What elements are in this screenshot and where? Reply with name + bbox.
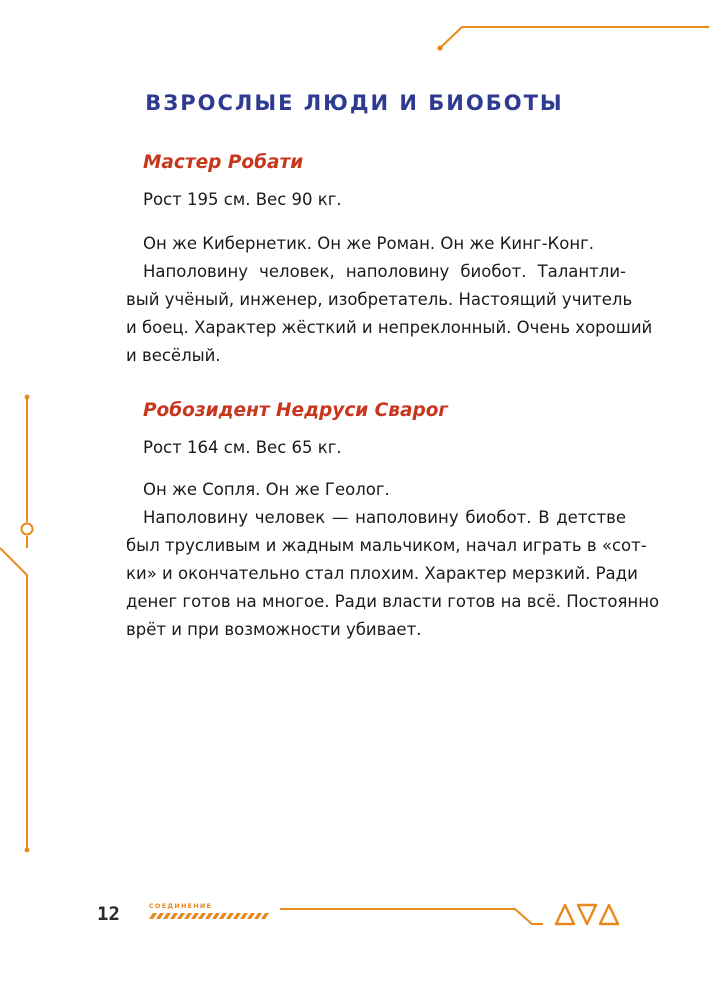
top-corner-bracket: [440, 27, 709, 48]
text-line: Наполовину человек — наполовину биобот. В детстве: [143, 508, 626, 527]
character-description: [126, 230, 653, 370]
character-name: Мастер Робати: [143, 152, 304, 173]
character-stats: [143, 434, 643, 462]
text-line: врёт и при возможности убивает.: [126, 620, 422, 639]
chapter-title: ВЗРОСЛЫЕ ЛЮДИ И БИОБОТЫ: [145, 91, 564, 115]
text-line: и боец. Характер жёсткий и непреклонный. Очень хороший: [126, 318, 653, 337]
text-line: Он же Кибернетик. Он же Роман. Он же Кинг-Конг.: [143, 234, 595, 253]
logo-triangle-up-right: [600, 905, 618, 924]
character-name: Робозидент Недруси Сварог: [143, 400, 449, 421]
footer-logo: [556, 905, 618, 924]
logo-triangle-up-left: [556, 905, 574, 924]
character-stats: [143, 186, 643, 214]
text-line: и весёлый.: [126, 346, 221, 365]
top-bracket-dot: [437, 45, 442, 50]
text-line: денег готов на многое. Ради власти готов на всё. Постоянно: [126, 592, 660, 611]
character-description: [126, 476, 660, 644]
text-line: Он же Сопля. Он же Геолог.: [143, 480, 390, 499]
stats-line: Рост 195 см. Вес 90 кг.: [143, 190, 342, 209]
left-line-top-dot: [25, 395, 30, 400]
footer-line: [280, 909, 543, 924]
left-circuit-line: [0, 397, 27, 850]
footer-hazard-stripes: [149, 913, 269, 919]
stats-line: Рост 164 см. Вес 65 кг.: [143, 438, 342, 457]
page-number: 12: [97, 903, 120, 925]
text-line: Наполовину человек, наполовину биобот. Талантли-: [143, 262, 626, 281]
logo-triangle-down: [578, 905, 596, 924]
text-line: был трусливым и жадным мальчиком, начал играть в «сот-: [126, 536, 647, 555]
left-line-ring: [22, 524, 33, 535]
left-line-bottom-dot: [25, 848, 30, 853]
footer-brand-label: СОЕДИНЕНИЕ: [149, 902, 213, 910]
text-line: ки» и окончательно стал плохим. Характер мерзкий. Ради: [126, 564, 638, 583]
text-line: вый учёный, инженер, изобретатель. Настоящий учитель: [126, 290, 633, 309]
